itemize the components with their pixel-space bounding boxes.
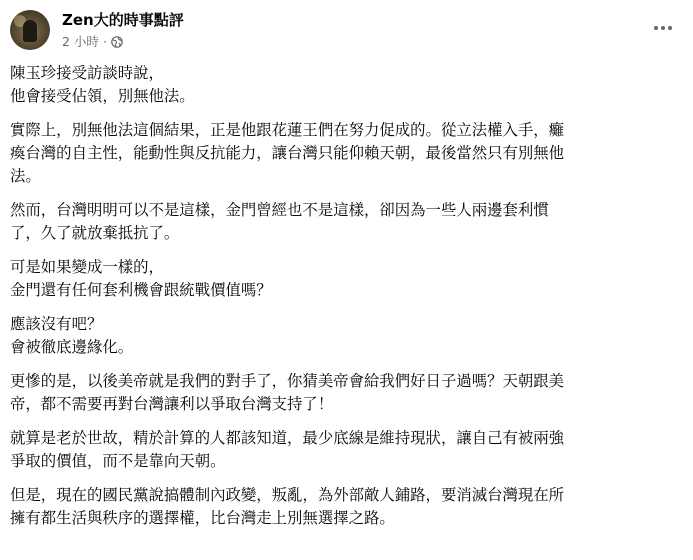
post-body (10, 62, 686, 541)
post-paragraph (10, 484, 686, 530)
post-meta (62, 34, 123, 50)
post-text-line: 但是，現在的國民黨說搞體制內政變，叛亂，為外部敵人鋪路，要消滅台灣現在所 (10, 486, 565, 504)
post-text-line: 帝，都不需要再對台灣讓利以爭取台灣支持了！ (10, 395, 334, 413)
more-dot (668, 26, 672, 30)
post-text-line: 擁有都生活與秩序的選擇權，比台灣走上別無選擇之路。 (10, 509, 395, 527)
meta-separator: · (102, 34, 107, 49)
post-text-line: 應該沒有吧？ (10, 315, 103, 333)
more-dot (661, 26, 665, 30)
globe-icon[interactable] (111, 36, 123, 48)
post-text-line: 更慘的是，以後美帝就是我們的對手了，你猜美帝會給我們好日子過嗎？天朝跟美 (10, 372, 565, 390)
post-paragraph (10, 62, 686, 108)
post-paragraph (10, 199, 686, 245)
post-paragraph (10, 313, 686, 359)
post-paragraph (10, 370, 686, 416)
more-dot (654, 26, 658, 30)
post-text-line: 了，久了就放棄抵抗了。 (10, 224, 180, 242)
post-timestamp[interactable]: 2 小時 (62, 34, 99, 49)
post-text-line: 法。 (10, 167, 41, 185)
post-text-line: 爭取的價值，而不是靠向天朝。 (10, 452, 226, 470)
post-text-line: 金門還有任何套利機會跟統戰價值嗎？ (10, 281, 272, 299)
post-paragraph (10, 427, 686, 473)
avatar-figure (23, 20, 37, 42)
post-text-line: 然而，台灣明明可以不是這樣，金門曾經也不是這樣，卻因為一些人兩邊套利慣 (10, 201, 549, 219)
post-text-line: 實際上，別無他法這個結果，正是他跟花蓮王們在努力促成的。從立法權入手，癱 (10, 121, 565, 139)
post-text-line: 陳玉珍接受訪談時說， (10, 64, 164, 82)
post-text-line: 就算是老於世故，精於計算的人都該知道，最少底線是維持現狀，讓自己有被兩強 (10, 429, 565, 447)
author-name[interactable]: Zen大的時事點評 (62, 11, 184, 29)
post-text-line: 會被徹底邊緣化。 (10, 338, 134, 356)
post-paragraph (10, 119, 686, 188)
post-text-line: 他會接受佔領，別無他法。 (10, 87, 195, 105)
post-text-line: 瘓台灣的自主性，能動性與反抗能力，讓台灣只能仰賴天朝，最後當然只有別無他 (10, 144, 565, 162)
more-options-button[interactable] (647, 12, 679, 44)
post-header (10, 8, 683, 56)
author-avatar[interactable] (10, 10, 50, 50)
post-paragraph (10, 256, 686, 302)
post-text-line: 可是如果變成一樣的， (10, 258, 164, 276)
